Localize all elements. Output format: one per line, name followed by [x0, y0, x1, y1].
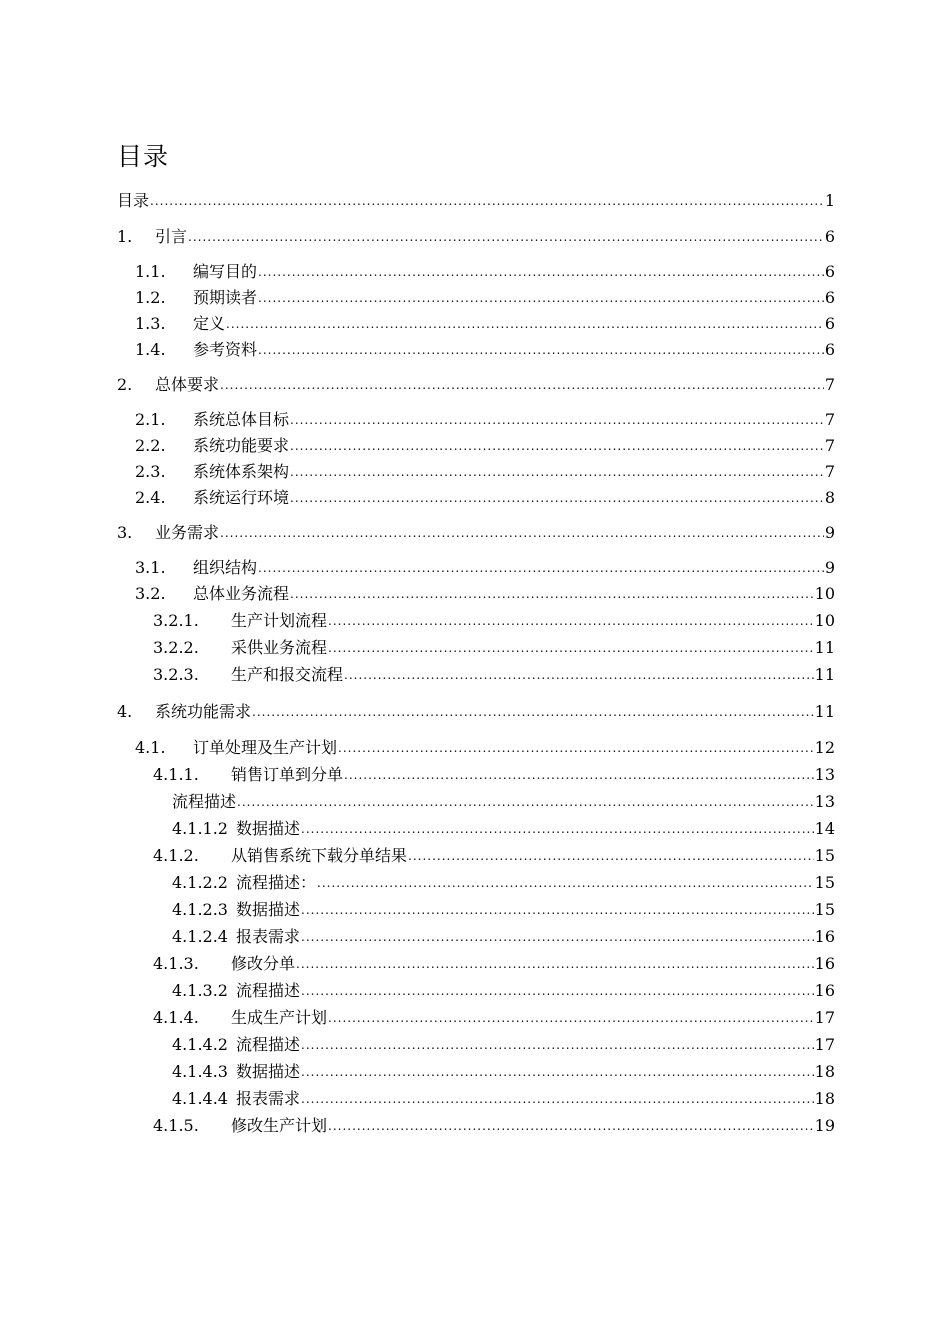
- toc-dot-leader: [290, 490, 824, 506]
- toc-entry[interactable]: [172, 872, 835, 894]
- toc-dot-leader: [301, 1037, 814, 1053]
- toc-dot-leader: [188, 229, 824, 245]
- toc-entry-title: 定义: [193, 314, 226, 333]
- toc-entry-number: 4.1.2.2: [172, 873, 228, 892]
- toc-entry[interactable]: [172, 818, 835, 840]
- toc-entry-title: 系统体系架构: [193, 462, 290, 481]
- toc-entry-page-number: 11: [814, 638, 835, 657]
- toc-entry-title: 修改分单: [231, 954, 296, 973]
- toc-dot-leader: [220, 525, 824, 541]
- toc-entry-title: 总体要求: [155, 375, 220, 394]
- toc-entry-title: 流程描述：: [236, 873, 317, 892]
- toc-entry-number: 4.1.1.2: [172, 819, 228, 838]
- toc-heading: 目录: [117, 142, 170, 171]
- toc-entry-number: 2.3.: [135, 462, 166, 481]
- toc-entry-page-number: 14: [814, 819, 835, 838]
- toc-entry-title: 系统功能需求: [155, 702, 252, 721]
- toc-dot-leader: [258, 290, 824, 306]
- toc-entry-number: 3.2.1.: [153, 611, 199, 630]
- toc-entry[interactable]: [153, 610, 835, 632]
- toc-entry-number: 4.: [117, 702, 133, 721]
- toc-entry-page-number: 15: [814, 846, 835, 865]
- toc-entry[interactable]: [135, 737, 835, 759]
- toc-dot-leader: [220, 377, 824, 393]
- toc-entry-number: 3.2.: [135, 584, 166, 603]
- toc-dot-leader: [344, 767, 814, 783]
- toc-dot-leader: [317, 875, 814, 891]
- toc-entry-title: 修改生产计划: [231, 1116, 328, 1135]
- toc-entry-page-number: 7: [824, 462, 835, 481]
- toc-entry[interactable]: [135, 287, 835, 309]
- toc-entry-title: 生产和报交流程: [231, 665, 344, 684]
- toc-entry-page-number: 16: [814, 981, 835, 1000]
- toc-entry-number: 1.2.: [135, 288, 166, 307]
- toc-entry-number: 4.1.3.: [153, 954, 199, 973]
- toc-entry-page-number: 18: [814, 1089, 835, 1108]
- toc-entry-number: 3.1.: [135, 558, 166, 577]
- toc-dot-leader: [301, 821, 814, 837]
- toc-entry[interactable]: [117, 701, 835, 723]
- toc-entry[interactable]: [135, 487, 835, 509]
- toc-entry-title: 流程描述: [236, 1035, 301, 1054]
- toc-entry-title: 流程描述: [172, 792, 237, 811]
- toc-dot-leader: [301, 1064, 814, 1080]
- toc-entry-title: 生成生产计划: [231, 1008, 328, 1027]
- toc-dot-leader: [301, 1091, 814, 1107]
- toc-entry[interactable]: [135, 339, 835, 361]
- toc-entry-title: 参考资料: [193, 340, 258, 359]
- toc-entry-page-number: 6: [824, 340, 835, 359]
- toc-entry-title: 报表需求: [236, 1089, 301, 1108]
- toc-entry-number: 1.3.: [135, 314, 166, 333]
- toc-entry[interactable]: [135, 583, 835, 605]
- toc-entry-page-number: 13: [814, 765, 835, 784]
- toc-entry-title: 系统运行环境: [193, 488, 290, 507]
- toc-entry-number: 2.4.: [135, 488, 166, 507]
- toc-dot-leader: [290, 464, 824, 480]
- toc-entry-page-number: 9: [824, 558, 835, 577]
- toc-entry-number: 1.4.: [135, 340, 166, 359]
- toc-entry[interactable]: [135, 461, 835, 483]
- toc-entry-page-number: 10: [814, 611, 835, 630]
- toc-dot-leader: [338, 740, 814, 756]
- toc-entry-number: 3.: [117, 523, 133, 542]
- toc-entry-page-number: 10: [814, 584, 835, 603]
- toc-dot-leader: [328, 1010, 814, 1026]
- toc-dot-leader: [258, 560, 824, 576]
- toc-entry[interactable]: [172, 926, 835, 948]
- toc-entry[interactable]: [172, 1061, 835, 1083]
- toc-entry-page-number: 11: [814, 665, 835, 684]
- toc-entry[interactable]: [135, 261, 835, 283]
- toc-dot-leader: [226, 316, 824, 332]
- toc-entry[interactable]: [172, 980, 835, 1002]
- toc-entry[interactable]: [117, 190, 835, 212]
- toc-entry-page-number: 6: [824, 262, 835, 281]
- toc-entry-page-number: 9: [824, 523, 835, 542]
- toc-entry-page-number: 16: [814, 927, 835, 946]
- toc-entry-page-number: 17: [814, 1035, 835, 1054]
- toc-entry[interactable]: [117, 522, 835, 544]
- toc-entry-page-number: 6: [824, 288, 835, 307]
- toc-entry[interactable]: [172, 1088, 835, 1110]
- toc-entry-number: 2.: [117, 375, 133, 394]
- toc-dot-leader: [258, 264, 824, 280]
- toc-entry-page-number: 11: [814, 702, 835, 721]
- toc-entry-number: 3.2.3.: [153, 665, 199, 684]
- toc-entry-page-number: 18: [814, 1062, 835, 1081]
- toc-entry-number: 2.1.: [135, 410, 166, 429]
- toc-entry-title: 生产计划流程: [231, 611, 328, 630]
- toc-entry[interactable]: [153, 637, 835, 659]
- toc-entry-title: 数据描述: [236, 819, 301, 838]
- toc-entry-number: 4.1.: [135, 738, 166, 757]
- toc-dot-leader: [290, 586, 814, 602]
- toc-entry[interactable]: [135, 409, 835, 431]
- toc-entry-title: 从销售系统下载分单结果: [231, 846, 408, 865]
- toc-entry-title: 销售订单到分单: [231, 765, 344, 784]
- toc-entry-title: 业务需求: [155, 523, 220, 542]
- toc-entry-title: 流程描述: [236, 981, 301, 1000]
- toc-entry-number: 4.1.2.4: [172, 927, 228, 946]
- toc-entry-title: 系统总体目标: [193, 410, 290, 429]
- toc-entry[interactable]: [117, 226, 835, 248]
- toc-entry[interactable]: [135, 557, 835, 579]
- toc-entry-page-number: 13: [814, 792, 835, 811]
- toc-entry-title: 总体业务流程: [193, 584, 290, 603]
- toc-entry-number: 4.1.2.3: [172, 900, 228, 919]
- toc-entry[interactable]: [172, 1034, 835, 1056]
- toc-entry-page-number: 6: [824, 314, 835, 333]
- toc-dot-leader: [344, 667, 814, 683]
- toc-entry-title: 组织结构: [193, 558, 258, 577]
- toc-entry[interactable]: [153, 845, 835, 867]
- toc-entry-number: 4.1.4.3: [172, 1062, 228, 1081]
- toc-entry-page-number: 1: [824, 191, 835, 210]
- toc-dot-leader: [301, 902, 814, 918]
- toc-entry-number: 4.1.4.4: [172, 1089, 228, 1108]
- toc-entry-page-number: 15: [814, 873, 835, 892]
- toc-entry-number: 4.1.4.2: [172, 1035, 228, 1054]
- toc-entry[interactable]: [172, 791, 835, 813]
- toc-entry-number: 1.: [117, 227, 133, 246]
- toc-entry-page-number: 8: [824, 488, 835, 507]
- toc-entry-title: 数据描述: [236, 900, 301, 919]
- toc-entry-number: 4.1.3.2: [172, 981, 228, 1000]
- toc-entry-page-number: 7: [824, 436, 835, 455]
- toc-entry-title: 引言: [155, 227, 188, 246]
- toc-dot-leader: [328, 640, 814, 656]
- toc-entry-title: 数据描述: [236, 1062, 301, 1081]
- toc-dot-leader: [301, 929, 814, 945]
- toc-entry-page-number: 7: [824, 375, 835, 394]
- toc-entry-page-number: 16: [814, 954, 835, 973]
- toc-entry-number: 3.2.2.: [153, 638, 199, 657]
- toc-entry-title: 预期读者: [193, 288, 258, 307]
- toc-dot-leader: [290, 412, 824, 428]
- toc-dot-leader: [328, 613, 814, 629]
- toc-dot-leader: [150, 193, 824, 209]
- toc-entry-title: 订单处理及生产计划: [193, 738, 338, 757]
- toc-entry-page-number: 19: [814, 1116, 835, 1135]
- toc-entry[interactable]: [153, 1115, 835, 1137]
- toc-entry-title: 目录: [117, 191, 150, 210]
- toc-entry[interactable]: [135, 435, 835, 457]
- toc-entry[interactable]: [153, 1007, 835, 1029]
- toc-entry[interactable]: [153, 953, 835, 975]
- toc-dot-leader: [290, 438, 824, 454]
- toc-dot-leader: [408, 848, 814, 864]
- toc-entry-title: 报表需求: [236, 927, 301, 946]
- toc-entry-page-number: 6: [824, 227, 835, 246]
- toc-entry-page-number: 7: [824, 410, 835, 429]
- toc-entry[interactable]: [135, 313, 835, 335]
- toc-entry[interactable]: [153, 764, 835, 786]
- toc-entry[interactable]: [172, 899, 835, 921]
- toc-entry-number: 4.1.1.: [153, 765, 199, 784]
- toc-entry-page-number: 12: [814, 738, 835, 757]
- toc-dot-leader: [301, 983, 814, 999]
- toc-entry-number: 2.2.: [135, 436, 166, 455]
- toc-entry-page-number: 17: [814, 1008, 835, 1027]
- toc-entry-number: 4.1.5.: [153, 1116, 199, 1135]
- toc-entry-title: 系统功能要求: [193, 436, 290, 455]
- toc-entry-title: 采供业务流程: [231, 638, 328, 657]
- toc-dot-leader: [328, 1118, 814, 1134]
- toc-entry-number: 1.1.: [135, 262, 166, 281]
- toc-entry[interactable]: [153, 664, 835, 686]
- toc-entry[interactable]: [117, 374, 835, 396]
- toc-dot-leader: [296, 956, 814, 972]
- toc-entry-title: 编写目的: [193, 262, 258, 281]
- toc-dot-leader: [252, 704, 814, 720]
- toc-dot-leader: [237, 794, 814, 810]
- toc-entry-page-number: 15: [814, 900, 835, 919]
- toc-entry-number: 4.1.4.: [153, 1008, 199, 1027]
- toc-entry-number: 4.1.2.: [153, 846, 199, 865]
- toc-dot-leader: [258, 342, 824, 358]
